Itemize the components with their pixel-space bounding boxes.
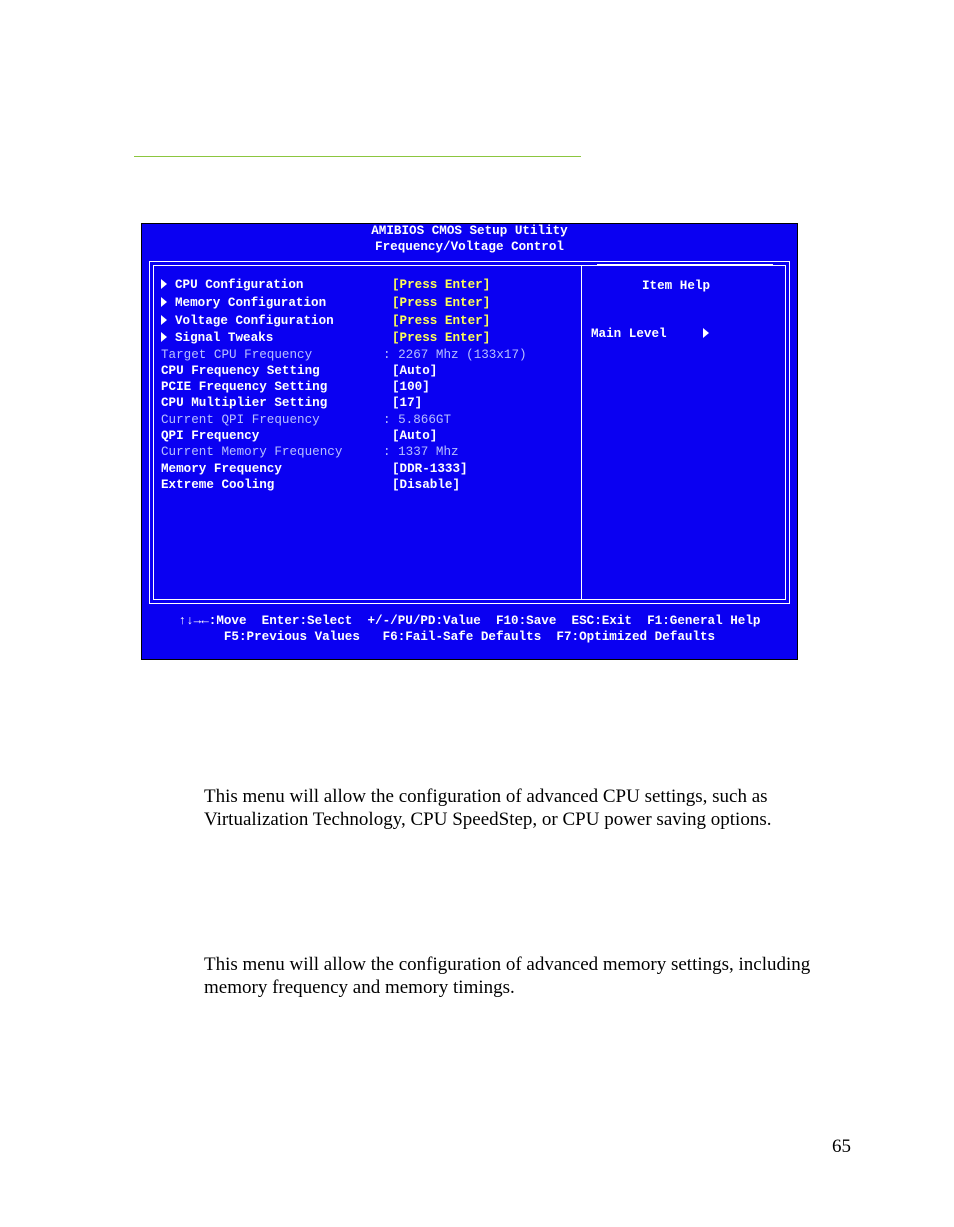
item-help-title: Item Help	[642, 279, 711, 293]
bios-menu-item-label: Memory Configuration	[175, 296, 327, 310]
bios-menu-item-label: CPU Configuration	[175, 278, 304, 292]
bios-menu-item	[161, 444, 581, 460]
bios-menu-item	[161, 347, 581, 363]
bios-menu-item-label: PCIE Frequency Setting	[161, 380, 328, 394]
submenu-arrow-icon	[161, 315, 167, 325]
cpu-config-description-line2: Virtualization Technology, CPU SpeedStep, or CPU power saving options.	[204, 809, 772, 830]
bios-menu-item-value: : 5.866GT	[383, 413, 452, 427]
bios-subtitle: Frequency/Voltage Control	[375, 240, 564, 254]
bios-menu-item-value: [Auto]	[392, 364, 438, 378]
bios-menu-item[interactable]	[161, 379, 581, 395]
memory-config-description-line1: This menu will allow the configuration of advanced memory settings, including	[204, 954, 811, 975]
bios-menu-item-label: Memory Frequency	[161, 462, 282, 476]
bios-menu-item-value: [Press Enter]	[392, 331, 491, 345]
bios-title: AMIBIOS CMOS Setup Utility	[371, 224, 568, 238]
bios-menu-item-value: [Disable]	[392, 478, 461, 492]
page-number: 65	[832, 1136, 851, 1157]
bios-menu-item-value: : 2267 Mhz (133x17)	[383, 348, 527, 362]
bios-menu-item-label: CPU Frequency Setting	[161, 364, 320, 378]
bios-menu-item[interactable]	[161, 477, 581, 493]
bios-menu-item-label: Target CPU Frequency	[161, 348, 313, 362]
bios-menu-item[interactable]	[161, 363, 581, 379]
arrow-right-icon	[703, 328, 709, 338]
bios-menu-item[interactable]	[161, 277, 581, 293]
bios-menu-item-label: QPI Frequency	[161, 429, 260, 443]
bios-menu-item-label: Current Memory Frequency	[161, 445, 343, 459]
bios-footer-keys: ↑↓→←:Move Enter:Select +/-/PU/PD:Value F10:Save ESC:Exit F1:General Help	[178, 614, 761, 628]
bios-menu-item-value: [DDR-1333]	[392, 462, 468, 476]
bios-menu-item-value: [100]	[392, 380, 430, 394]
bios-menu-item-value: [17]	[392, 396, 423, 410]
bios-menu-item[interactable]	[161, 428, 581, 444]
bios-menu-item[interactable]	[161, 461, 581, 477]
memory-config-description-line2: memory frequency and memory timings.	[204, 977, 515, 998]
main-level-link[interactable]	[591, 327, 709, 341]
bios-menu-item[interactable]	[161, 295, 581, 311]
section-rule	[134, 156, 581, 157]
bios-menu-item[interactable]	[161, 313, 581, 329]
bios-menu-item	[161, 412, 581, 428]
bios-menu-item-label: Current QPI Frequency	[161, 413, 320, 427]
help-divider	[581, 266, 582, 599]
bios-menu-item-value: [Press Enter]	[392, 314, 491, 328]
bios-menu-item-value: [Press Enter]	[392, 278, 491, 292]
bios-footer-functions: F5:Previous Values F6:Fail-Safe Defaults F7:Optimized Defaults	[223, 630, 716, 644]
bios-menu-item-value: [Auto]	[392, 429, 438, 443]
bios-menu-item-text	[161, 330, 273, 346]
bios-menu-item-label: Signal Tweaks	[175, 331, 274, 345]
submenu-arrow-icon	[161, 297, 167, 307]
help-title-divider	[597, 264, 773, 265]
bios-screenshot	[141, 223, 798, 660]
bios-menu-item-value: : 1337 Mhz	[383, 445, 459, 459]
bios-menu-item-label: CPU Multiplier Setting	[161, 396, 328, 410]
cpu-config-description-line1: This menu will allow the configuration of advanced CPU settings, such as	[204, 786, 768, 807]
bios-menu-item-value: [Press Enter]	[392, 296, 491, 310]
main-level-label: Main Level	[591, 327, 667, 341]
submenu-arrow-icon	[161, 332, 167, 342]
bios-menu-item[interactable]	[161, 395, 581, 411]
bios-menu-item-label: Voltage Configuration	[175, 314, 334, 328]
bios-menu-item-label: Extreme Cooling	[161, 478, 275, 492]
bios-menu-item-text	[161, 277, 303, 293]
bios-menu-item-text	[161, 313, 334, 329]
submenu-arrow-icon	[161, 279, 167, 289]
bios-menu-item[interactable]	[161, 330, 581, 346]
bios-menu-item-text	[161, 295, 326, 311]
